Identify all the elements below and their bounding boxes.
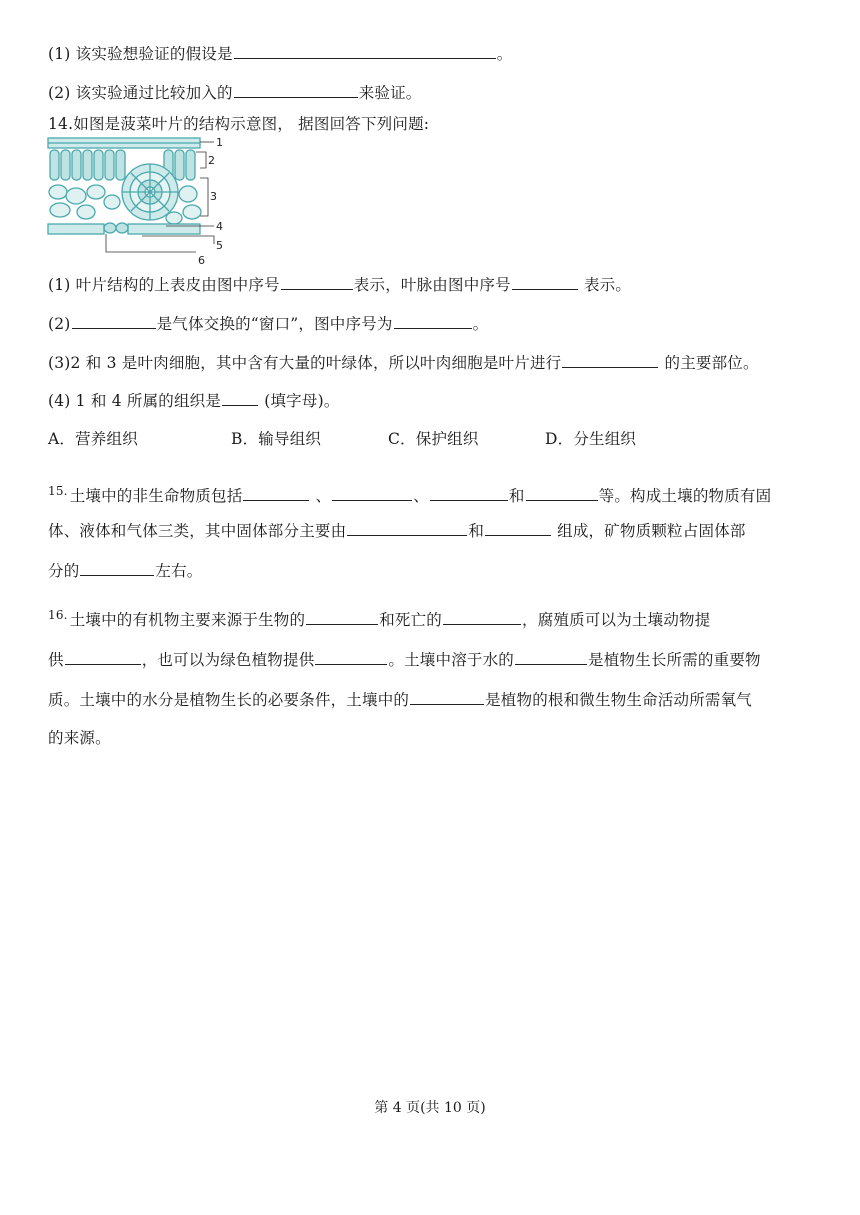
q16-text: 土壤中的有机物主要来源于生物的: [69, 611, 306, 629]
q14-sub4-text: (4) 1 和 4 所属的组织是: [48, 392, 222, 410]
q14-sub3: [48, 352, 759, 373]
answer-blank[interactable]: [281, 274, 353, 290]
answer-blank[interactable]: [243, 485, 309, 501]
q16-text: 是植物的根和微生物生命活动所需氧气: [485, 691, 753, 709]
figure-label-3: 3: [210, 190, 217, 203]
leaf-cross-section-image: [48, 138, 201, 234]
answer-blank[interactable]: [515, 649, 587, 665]
option-a[interactable]: A．营养组织: [48, 430, 138, 448]
option-b[interactable]: B．输导组织: [231, 430, 322, 448]
q16-text: 质。土壤中的水分是植物生长的必要条件，土壤中的: [48, 691, 410, 709]
answer-blank[interactable]: [526, 485, 598, 501]
q15-text: 、: [310, 487, 332, 505]
q16-text: 是植物生长所需的重要物: [588, 651, 761, 669]
q13-sub1: [48, 43, 512, 64]
q15-text: 和: [468, 522, 485, 540]
q16-text: 。土壤中溶于水的: [388, 651, 515, 669]
q14-sub2-num: (2): [48, 315, 71, 333]
leaf-structure-diagram: [46, 136, 226, 266]
option-c[interactable]: C．保护组织: [388, 430, 479, 448]
answer-blank[interactable]: [65, 649, 141, 665]
q15-text: 组成，矿物质颗粒占固体部: [552, 522, 746, 540]
q16-line1: [48, 605, 710, 630]
answer-blank[interactable]: [80, 560, 154, 576]
answer-blank[interactable]: [234, 43, 496, 59]
q14-sub4-end: (填字母)。: [259, 392, 340, 410]
q14-options: [48, 429, 636, 449]
q13-sub2: [48, 82, 422, 103]
q14-sub1-text: (1) 叶片结构的上表皮由图中序号: [48, 276, 280, 294]
option-d[interactable]: D．分生组织: [545, 430, 637, 448]
q16-text: ，腐殖质可以为土壤动物提: [522, 611, 711, 629]
figure-label-2: 2: [208, 154, 215, 167]
answer-blank[interactable]: [430, 485, 508, 501]
answer-blank[interactable]: [222, 390, 258, 406]
q16-text: 和死亡的: [379, 611, 443, 629]
q15-text: 、: [413, 487, 429, 505]
q13-sub1-end: 。: [496, 45, 513, 63]
q14-sub3-text: (3)2 和 3 是叶肉细胞，其中含有大量的叶绿体，所以叶肉细胞是叶片进行: [48, 354, 562, 372]
q15-line2: [48, 520, 746, 541]
question-number: 15.: [48, 484, 68, 498]
q14-sub1: [48, 274, 631, 295]
q14-sub1-mid: 表示，叶脉由图中序号: [353, 276, 511, 294]
page-footer: 第 4 页(共 10 页): [374, 1100, 486, 1116]
q14-sub3-end: 的主要部位。: [659, 354, 759, 372]
answer-blank[interactable]: [512, 274, 578, 290]
q16-line4: 的来源。: [48, 729, 111, 747]
answer-blank[interactable]: [306, 609, 378, 625]
q15-text: 土壤中的非生命物质包括: [69, 487, 243, 505]
answer-blank[interactable]: [234, 82, 358, 98]
answer-blank[interactable]: [562, 352, 658, 368]
figure-label-5: 5: [216, 239, 223, 252]
answer-blank[interactable]: [394, 313, 472, 329]
q13-sub2-end: 来验证。: [358, 84, 422, 102]
answer-blank[interactable]: [315, 649, 387, 665]
q14-sub1-end: 表示。: [578, 276, 632, 294]
figure-label-4: 4: [216, 220, 223, 233]
q14-sub4: [48, 390, 340, 411]
answer-blank[interactable]: [485, 520, 551, 536]
q14-sub2-end: 。: [472, 315, 489, 333]
figure-label-6: 6: [198, 254, 205, 266]
q14-sub2: [48, 313, 488, 334]
q16-line2: [48, 649, 761, 670]
q15-text: 等。构成土壤的物质有固: [598, 487, 772, 505]
answer-blank[interactable]: [410, 689, 484, 705]
q13-sub1-text: (1) 该实验想验证的假设是: [48, 45, 233, 63]
q16-text: ，也可以为绿色植物提供: [141, 651, 315, 669]
q15-text: 分的: [48, 562, 80, 580]
q15-text: 体、液体和气体三类，其中固体部分主要由: [48, 522, 347, 540]
figure-label-1: 1: [216, 136, 223, 149]
q15-text: 左右。: [155, 562, 203, 580]
q15-line3: [48, 560, 203, 581]
q15-text: 和: [508, 487, 525, 505]
q13-sub2-text: (2) 该实验通过比较加入的: [48, 84, 233, 102]
answer-blank[interactable]: [443, 609, 521, 625]
answer-blank[interactable]: [332, 485, 412, 501]
q16-line3: [48, 689, 752, 710]
q16-text: 供: [48, 651, 64, 669]
answer-blank[interactable]: [347, 520, 467, 536]
answer-blank[interactable]: [72, 313, 156, 329]
q14-stem: 14.如图是菠菜叶片的结构示意图， 据图回答下列问题:: [48, 115, 430, 133]
question-number: 16.: [48, 608, 68, 622]
q14-sub2-mid: 是气体交换的“窗口”，图中序号为: [156, 315, 393, 333]
q15-line1: [48, 481, 771, 506]
